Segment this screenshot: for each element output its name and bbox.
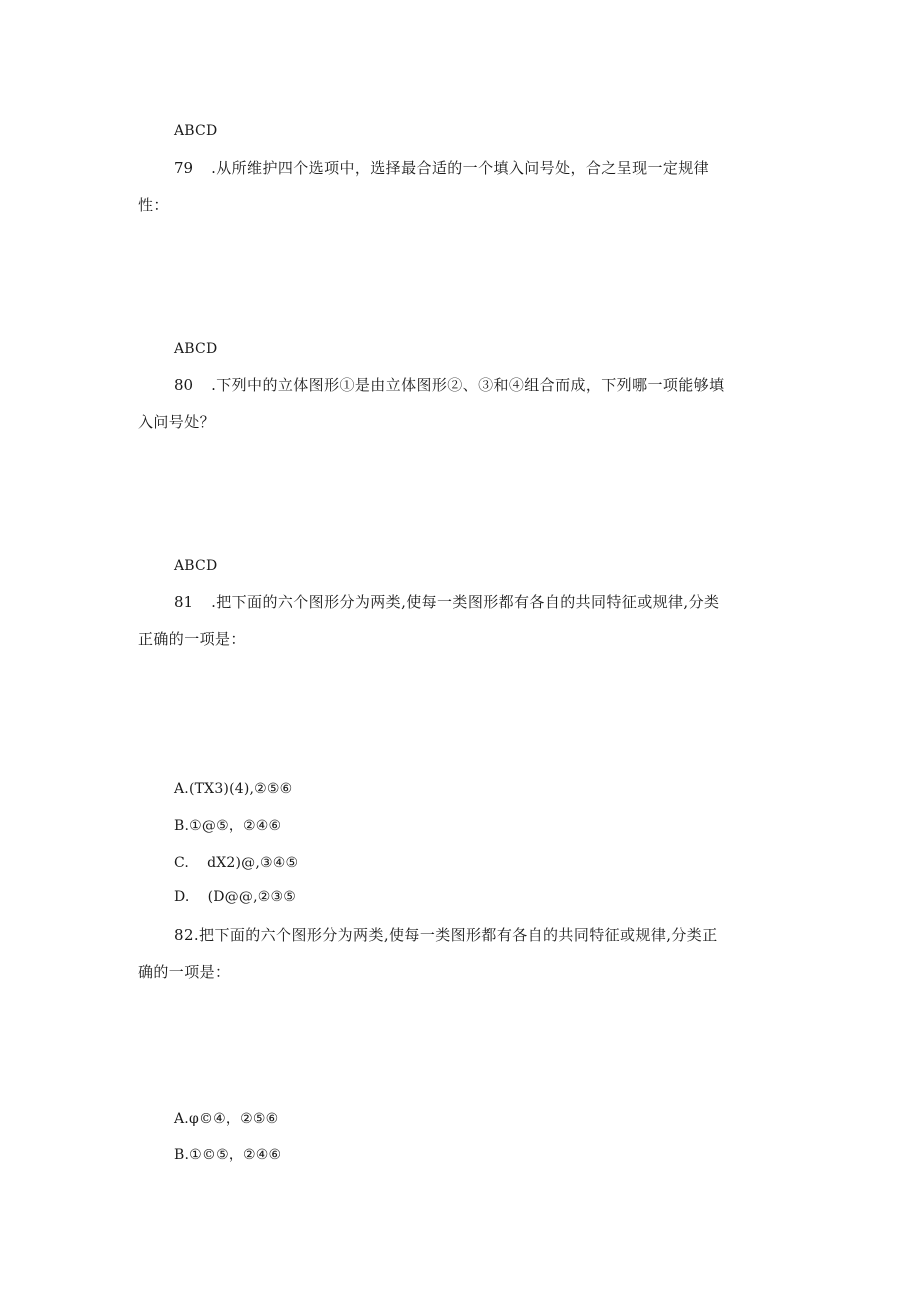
option-d-label: D. xyxy=(174,889,190,905)
question-81-figure-area xyxy=(172,658,772,768)
question-81-line-1 xyxy=(174,593,719,611)
question-82-option-b: B.①©⑤，②④⑥ xyxy=(174,1147,282,1163)
question-80-number: 80 xyxy=(174,376,194,394)
question-82-line-1: 82.把下面的六个图形分为两类,使每一类图形都有各自的共同特征或规律,分类正 xyxy=(174,926,718,944)
question-82-line-2: 确的一项是： xyxy=(138,963,231,981)
question-81-option-c xyxy=(174,854,298,872)
question-81-number: 81 xyxy=(174,593,194,611)
question-81-option-d xyxy=(174,888,296,906)
question-80-text: .下列中的立体图形①是由立体图形②、③和④组合而成，下列哪一项能够填 xyxy=(211,376,725,394)
question-81-option-b: B.①@⑤，②④⑥ xyxy=(174,818,282,834)
question-79-number: 79 xyxy=(174,159,194,177)
question-81-text: .把下面的六个图形分为两类,使每一类图形都有各自的共同特征或规律,分类 xyxy=(211,593,720,611)
question-79-line-1 xyxy=(174,159,709,177)
answer-options-label: ABCD xyxy=(174,341,218,357)
question-81-line-2: 正确的一项是： xyxy=(138,630,246,648)
question-80-line-2: 入问号处？ xyxy=(138,413,216,431)
question-80-line-1 xyxy=(174,376,724,394)
option-c-label: C. xyxy=(174,855,190,871)
question-81-option-a: A.(TX3)(4),②⑤⑥ xyxy=(174,781,293,797)
option-c-text: dX2)@,③④⑤ xyxy=(207,855,299,871)
answer-options-label: ABCD xyxy=(174,558,218,574)
option-d-text: (D@@,②③⑤ xyxy=(207,889,296,905)
question-79-figure-area xyxy=(172,222,772,332)
question-82-figure-area xyxy=(172,992,772,1102)
question-82-option-a: A.φ©④，②⑤⑥ xyxy=(174,1111,279,1127)
question-80-figure-area xyxy=(172,440,772,550)
question-79-text: .从所维护四个选项中，选择最合适的一个填入问号处，合之呈现一定规律 xyxy=(211,159,710,177)
question-79-line-2: 性： xyxy=(138,196,169,214)
answer-options-label: ABCD xyxy=(174,123,218,139)
